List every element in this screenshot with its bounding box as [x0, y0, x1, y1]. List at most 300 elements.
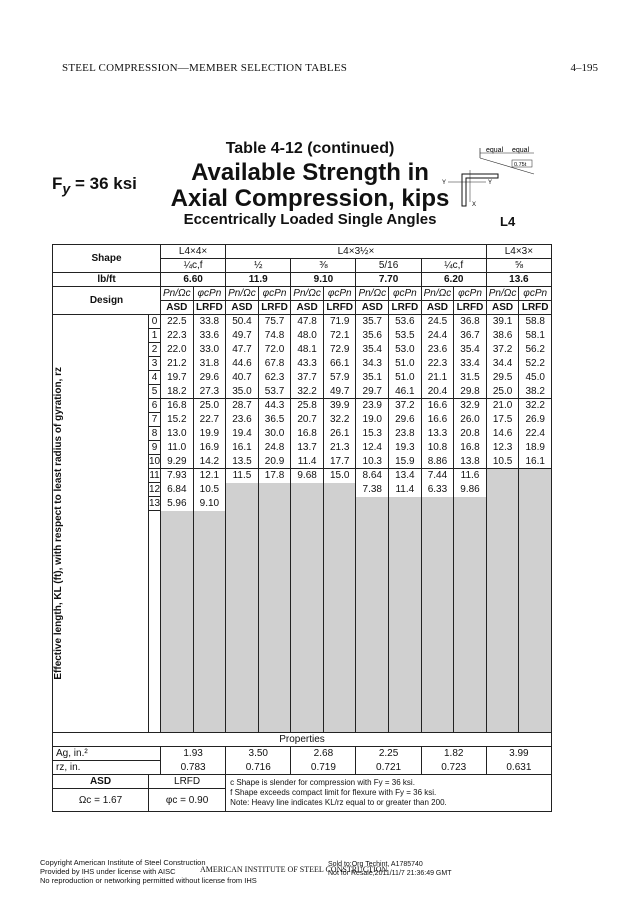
x-label: X	[472, 202, 477, 208]
shaded-cell	[421, 563, 454, 576]
rz-value: 0.783	[161, 761, 226, 775]
lbft-value: 6.60	[161, 273, 226, 287]
strength-cell: 48.1	[291, 343, 324, 357]
kl-blank	[149, 680, 161, 693]
shaded-cell	[421, 654, 454, 667]
strength-cell	[421, 497, 454, 511]
shaded-cell	[193, 563, 226, 576]
kl-value: 11	[149, 470, 160, 481]
shaded-cell	[454, 628, 487, 641]
shaded-cell	[323, 654, 356, 667]
effective-length-label	[53, 315, 149, 733]
strength-cell: 16.8	[161, 399, 194, 413]
shaded-cell	[258, 615, 291, 628]
strength-cell: 72.1	[323, 329, 356, 343]
shaded-cell	[258, 537, 291, 550]
shaded-cell	[291, 602, 324, 615]
shaded-cell	[486, 719, 519, 733]
shaded-cell	[161, 615, 194, 628]
lrfd-header: LRFD	[454, 301, 487, 315]
shaded-cell	[454, 589, 487, 602]
footer-line: Not for Resale,2011/11/7 21:36:49 GMT	[328, 870, 452, 877]
shaded-cell	[421, 537, 454, 550]
shaded-cell	[356, 667, 389, 680]
strength-cell: 19.7	[161, 371, 194, 385]
strength-cell: 9.68	[291, 469, 324, 483]
strength-cell: 14.2	[193, 455, 226, 469]
strength-cell: 15.9	[389, 455, 422, 469]
strength-cell: 75.7	[258, 315, 291, 329]
shaded-cell	[454, 511, 487, 525]
shaded-cell	[389, 628, 422, 641]
lrfd-header: LRFD	[519, 301, 552, 315]
shaded-cell	[291, 576, 324, 589]
properties-title: Properties	[53, 733, 552, 747]
shaded-cell	[226, 693, 259, 706]
yy-label: Y	[488, 180, 493, 186]
shaded-cell	[193, 524, 226, 537]
shaded-cell	[454, 602, 487, 615]
strength-cell	[258, 497, 291, 511]
lbft-value: 7.70	[356, 273, 421, 287]
strength-cell: 9.10	[193, 497, 226, 511]
strength-cell: 6.33	[421, 483, 454, 497]
kl-blank	[149, 654, 161, 667]
strength-cell: 17.5	[486, 413, 519, 427]
shaded-cell	[226, 602, 259, 615]
shaded-cell	[356, 628, 389, 641]
kl-blank	[149, 615, 161, 628]
shaded-cell	[356, 719, 389, 733]
shaded-cell	[226, 589, 259, 602]
strength-cell: 25.0	[193, 399, 226, 413]
strength-cell: 40.7	[226, 371, 259, 385]
shaded-cell	[519, 615, 552, 628]
shaded-cell	[226, 654, 259, 667]
strength-cell: 27.3	[193, 385, 226, 399]
shaded-cell	[389, 706, 422, 719]
rz-value: 0.721	[356, 761, 421, 775]
shaded-cell	[226, 550, 259, 563]
shaded-cell	[193, 589, 226, 602]
strength-cell: 11.0	[161, 441, 194, 455]
strength-cell: 13.4	[389, 469, 422, 483]
shaded-cell	[389, 641, 422, 654]
shaded-cell	[356, 602, 389, 615]
shaded-cell	[486, 654, 519, 667]
shaded-cell	[193, 706, 226, 719]
phi-pn-header: φcPn	[258, 287, 291, 301]
asd-header: ASD	[486, 301, 519, 315]
strength-cell: 23.6	[226, 413, 259, 427]
pn-omega-header: Pn/Ωc	[486, 287, 519, 301]
shaded-cell	[389, 654, 422, 667]
footer-line: Sold to:Org Techint, A1785740	[328, 861, 423, 868]
strength-cell: 22.4	[519, 427, 552, 441]
shaded-cell	[323, 576, 356, 589]
strength-cell	[356, 497, 389, 511]
kl-blank	[149, 706, 161, 719]
shaded-cell	[258, 641, 291, 654]
shape-group-3: L4×3×	[486, 245, 551, 259]
pn-omega-header: Pn/Ωc	[161, 287, 194, 301]
shaded-cell	[323, 641, 356, 654]
ag-label: Ag, in.²	[53, 747, 161, 761]
shaded-cell	[519, 641, 552, 654]
strength-cell: 9.29	[161, 455, 194, 469]
strength-cell	[454, 497, 487, 511]
strength-cell: 32.2	[291, 385, 324, 399]
shaded-cell	[389, 615, 422, 628]
shaded-cell	[486, 602, 519, 615]
strength-cell	[291, 483, 324, 497]
shaded-cell	[454, 550, 487, 563]
strength-cell: 10.5	[486, 455, 519, 469]
shaded-cell	[226, 563, 259, 576]
shaded-cell	[193, 641, 226, 654]
strength-cell: 29.5	[486, 371, 519, 385]
y-label: Y	[442, 180, 447, 186]
strength-cell: 57.9	[323, 371, 356, 385]
kl-blank	[149, 537, 161, 550]
shaded-cell	[356, 576, 389, 589]
shaded-cell	[258, 511, 291, 525]
shaded-cell	[356, 641, 389, 654]
strength-cell	[486, 469, 519, 483]
fy-label	[52, 174, 137, 197]
thickness: ¼c,f	[421, 259, 486, 273]
shaded-cell	[161, 719, 194, 733]
shaded-cell	[454, 641, 487, 654]
shaded-cell	[519, 602, 552, 615]
shaded-cell	[258, 576, 291, 589]
kl-value: 3	[149, 357, 161, 371]
shape-label: Shape	[53, 245, 161, 273]
shaded-cell	[356, 693, 389, 706]
strength-cell: 10.5	[193, 483, 226, 497]
strength-cell: 39.9	[323, 399, 356, 413]
equal-label-1: equal	[486, 147, 504, 154]
kl-value: 0	[149, 315, 161, 329]
shaded-cell	[161, 706, 194, 719]
shaded-cell	[389, 667, 422, 680]
strength-cell: 45.0	[519, 371, 552, 385]
ag-value: 3.50	[226, 747, 291, 761]
thickness: ⅝	[486, 259, 551, 273]
strength-cell: 22.0	[161, 343, 194, 357]
strength-cell: 18.2	[161, 385, 194, 399]
shaded-cell	[161, 537, 194, 550]
shaded-cell	[258, 602, 291, 615]
dim-label: 0.75t	[514, 162, 527, 168]
strength-cell: 19.9	[193, 427, 226, 441]
shaded-cell	[258, 654, 291, 667]
strength-cell: 35.4	[454, 343, 487, 357]
shaded-cell	[421, 524, 454, 537]
shaded-cell	[486, 511, 519, 525]
shaded-cell	[356, 654, 389, 667]
shaded-cell	[193, 667, 226, 680]
shaded-cell	[486, 550, 519, 563]
shaded-cell	[421, 576, 454, 589]
strength-cell: 29.8	[454, 385, 487, 399]
strength-cell: 15.2	[161, 413, 194, 427]
shaded-cell	[519, 628, 552, 641]
side-label-text: Effective length, KL (ft), with respect to least radius of gyration, rz	[53, 367, 64, 680]
strength-cell: 16.8	[291, 427, 324, 441]
shaded-cell	[454, 563, 487, 576]
heading-line-1: Available Strength in	[191, 159, 429, 186]
shaded-cell	[454, 576, 487, 589]
lrfd-label: LRFD	[149, 775, 226, 789]
strength-cell: 35.6	[356, 329, 389, 343]
kl-blank	[149, 602, 161, 615]
strength-cell: 19.3	[389, 441, 422, 455]
strength-cell: 20.9	[258, 455, 291, 469]
strength-cell: 34.3	[356, 357, 389, 371]
shaded-cell	[486, 563, 519, 576]
shaded-cell	[323, 680, 356, 693]
strength-cell: 8.86	[421, 455, 454, 469]
strength-cell	[519, 483, 552, 497]
strength-cell: 33.0	[193, 343, 226, 357]
shaded-cell	[323, 511, 356, 525]
shaded-cell	[356, 524, 389, 537]
strength-cell: 34.4	[486, 357, 519, 371]
lbft-value: 13.6	[486, 273, 551, 287]
strength-cell	[291, 497, 324, 511]
strength-cell: 26.9	[519, 413, 552, 427]
shaded-cell	[389, 563, 422, 576]
kl-blank	[149, 641, 161, 654]
lbft-label: lb/ft	[53, 273, 161, 287]
shaded-cell	[226, 628, 259, 641]
strength-cell: 51.0	[389, 357, 422, 371]
shaded-cell	[421, 602, 454, 615]
strength-cell: 23.6	[421, 343, 454, 357]
asd-header: ASD	[226, 301, 259, 315]
strength-cell	[226, 483, 259, 497]
strength-cell: 6.84	[161, 483, 194, 497]
shaded-cell	[454, 615, 487, 628]
footer-line: No reproduction or networking permitted without license from IHS	[40, 876, 257, 885]
strength-cell: 37.2	[389, 399, 422, 413]
kl-value: 6	[149, 399, 161, 413]
shaded-cell	[161, 589, 194, 602]
shaded-cell	[389, 680, 422, 693]
strength-cell: 29.6	[193, 371, 226, 385]
strength-cell: 71.9	[323, 315, 356, 329]
strength-cell: 13.8	[454, 455, 487, 469]
strength-cell: 13.7	[291, 441, 324, 455]
shaded-cell	[193, 693, 226, 706]
shaded-cell	[421, 641, 454, 654]
shaded-cell	[519, 654, 552, 667]
shaded-cell	[291, 706, 324, 719]
shaded-cell	[258, 563, 291, 576]
kl-value: 9	[149, 441, 161, 455]
shaded-cell	[193, 602, 226, 615]
strength-cell: 11.4	[389, 483, 422, 497]
shaded-cell	[193, 719, 226, 733]
shaded-cell	[356, 680, 389, 693]
strength-cell: 16.6	[421, 413, 454, 427]
strength-cell: 21.1	[421, 371, 454, 385]
shaded-cell	[421, 680, 454, 693]
shaded-cell	[389, 537, 422, 550]
strength-cell	[226, 497, 259, 511]
lrfd-header: LRFD	[258, 301, 291, 315]
kl-value: 8	[149, 427, 161, 441]
shaded-cell	[389, 511, 422, 525]
shaded-cell	[161, 524, 194, 537]
footer-line: Provided by IHS under license with AISC	[40, 867, 176, 876]
table-row	[53, 315, 552, 329]
strength-cell: 66.1	[323, 357, 356, 371]
shaded-cell	[258, 667, 291, 680]
note-f: f Shape exceeds compact limit for flexure with Fy = 36 ksi.	[230, 788, 437, 797]
strength-cell: 72.9	[323, 343, 356, 357]
strength-cell: 48.0	[291, 329, 324, 343]
strength-cell: 22.3	[161, 329, 194, 343]
strength-cell: 10.8	[421, 441, 454, 455]
strength-cell: 53.7	[258, 385, 291, 399]
strength-cell: 9.86	[454, 483, 487, 497]
shaded-cell	[519, 589, 552, 602]
strength-cell: 22.3	[421, 357, 454, 371]
equal-label-2: equal	[512, 147, 530, 154]
phi-pn-header: φcPn	[193, 287, 226, 301]
shape-group-2: L4×3½×	[226, 245, 487, 259]
strength-cell: 47.8	[291, 315, 324, 329]
page-number: 4–195	[570, 62, 598, 74]
shaded-cell	[291, 719, 324, 733]
strength-cell: 51.0	[389, 371, 422, 385]
shaded-cell	[421, 628, 454, 641]
strength-cell: 15.3	[356, 427, 389, 441]
shaded-cell	[161, 511, 194, 525]
shaded-cell	[291, 537, 324, 550]
kl-blank	[149, 550, 161, 563]
shaded-cell	[421, 589, 454, 602]
shaded-cell	[258, 706, 291, 719]
omega-value: Ωc = 1.67	[53, 789, 149, 812]
shaded-cell	[389, 719, 422, 733]
shaded-cell	[454, 537, 487, 550]
shaded-cell	[258, 719, 291, 733]
strength-cell: 29.7	[356, 385, 389, 399]
thickness: ½	[226, 259, 291, 273]
strength-cell: 31.5	[454, 371, 487, 385]
strength-cell: 16.8	[454, 441, 487, 455]
thickness: ¼c,f	[161, 259, 226, 273]
fy-sub: y	[62, 181, 71, 198]
shaded-cell	[323, 693, 356, 706]
shaded-cell	[519, 680, 552, 693]
ag-value: 1.93	[161, 747, 226, 761]
table-heading	[160, 160, 460, 212]
thickness: 5/16	[356, 259, 421, 273]
strength-cell: 58.8	[519, 315, 552, 329]
shaded-cell	[161, 641, 194, 654]
shaded-cell	[454, 693, 487, 706]
shaded-cell	[421, 693, 454, 706]
kl-value: 4	[149, 371, 161, 385]
strength-cell: 20.4	[421, 385, 454, 399]
strength-cell: 50.4	[226, 315, 259, 329]
shaded-cell	[226, 576, 259, 589]
strength-cell: 13.3	[421, 427, 454, 441]
lrfd-header: LRFD	[389, 301, 422, 315]
shaded-cell	[226, 615, 259, 628]
strength-cell: 36.5	[258, 413, 291, 427]
shaded-cell	[291, 641, 324, 654]
strength-cell: 16.1	[226, 441, 259, 455]
shaded-cell	[258, 628, 291, 641]
strength-cell: 46.1	[389, 385, 422, 399]
strength-cell: 11.4	[291, 455, 324, 469]
shaded-cell	[519, 537, 552, 550]
fy-value: = 36 ksi	[70, 174, 137, 193]
shaded-cell	[454, 667, 487, 680]
shaded-cell	[323, 719, 356, 733]
table-title: Table 4-12 (continued)	[225, 140, 395, 157]
shaded-cell	[486, 680, 519, 693]
strength-cell	[323, 483, 356, 497]
shaded-cell	[258, 680, 291, 693]
strength-cell: 19.4	[226, 427, 259, 441]
shaded-cell	[389, 589, 422, 602]
shaded-cell	[161, 693, 194, 706]
kl-value: 7	[149, 413, 161, 427]
shaded-cell	[226, 680, 259, 693]
strength-cell: 21.3	[323, 441, 356, 455]
strength-cell: 72.0	[258, 343, 291, 357]
strength-cell: 67.8	[258, 357, 291, 371]
shaded-cell	[226, 511, 259, 525]
shaded-cell	[258, 550, 291, 563]
angle-section-diagram	[442, 144, 536, 210]
strength-cell: 33.6	[193, 329, 226, 343]
shaded-cell	[161, 680, 194, 693]
kl-blank	[149, 563, 161, 576]
strength-cell: 7.93	[161, 469, 194, 483]
strength-table	[52, 244, 552, 812]
strength-cell: 18.9	[519, 441, 552, 455]
shaded-cell	[486, 524, 519, 537]
strength-cell: 26.1	[323, 427, 356, 441]
strength-cell: 53.5	[389, 329, 422, 343]
ag-value: 3.99	[486, 747, 551, 761]
strength-cell: 32.9	[454, 399, 487, 413]
shaded-cell	[421, 550, 454, 563]
shaded-cell	[486, 615, 519, 628]
ag-value: 1.82	[421, 747, 486, 761]
rz-value: 0.716	[226, 761, 291, 775]
shaded-cell	[226, 667, 259, 680]
running-title: STEEL COMPRESSION—MEMBER SELECTION TABLES	[62, 62, 348, 74]
strength-cell: 44.3	[258, 399, 291, 413]
strength-cell: 56.2	[519, 343, 552, 357]
shaded-cell	[356, 563, 389, 576]
asd-header: ASD	[356, 301, 389, 315]
properties-row	[53, 747, 552, 761]
kl-value: 13	[149, 498, 161, 509]
pn-omega-header: Pn/Ωc	[291, 287, 324, 301]
shaded-cell	[291, 680, 324, 693]
strength-cell: 5.96	[161, 497, 194, 511]
shaded-cell	[323, 667, 356, 680]
